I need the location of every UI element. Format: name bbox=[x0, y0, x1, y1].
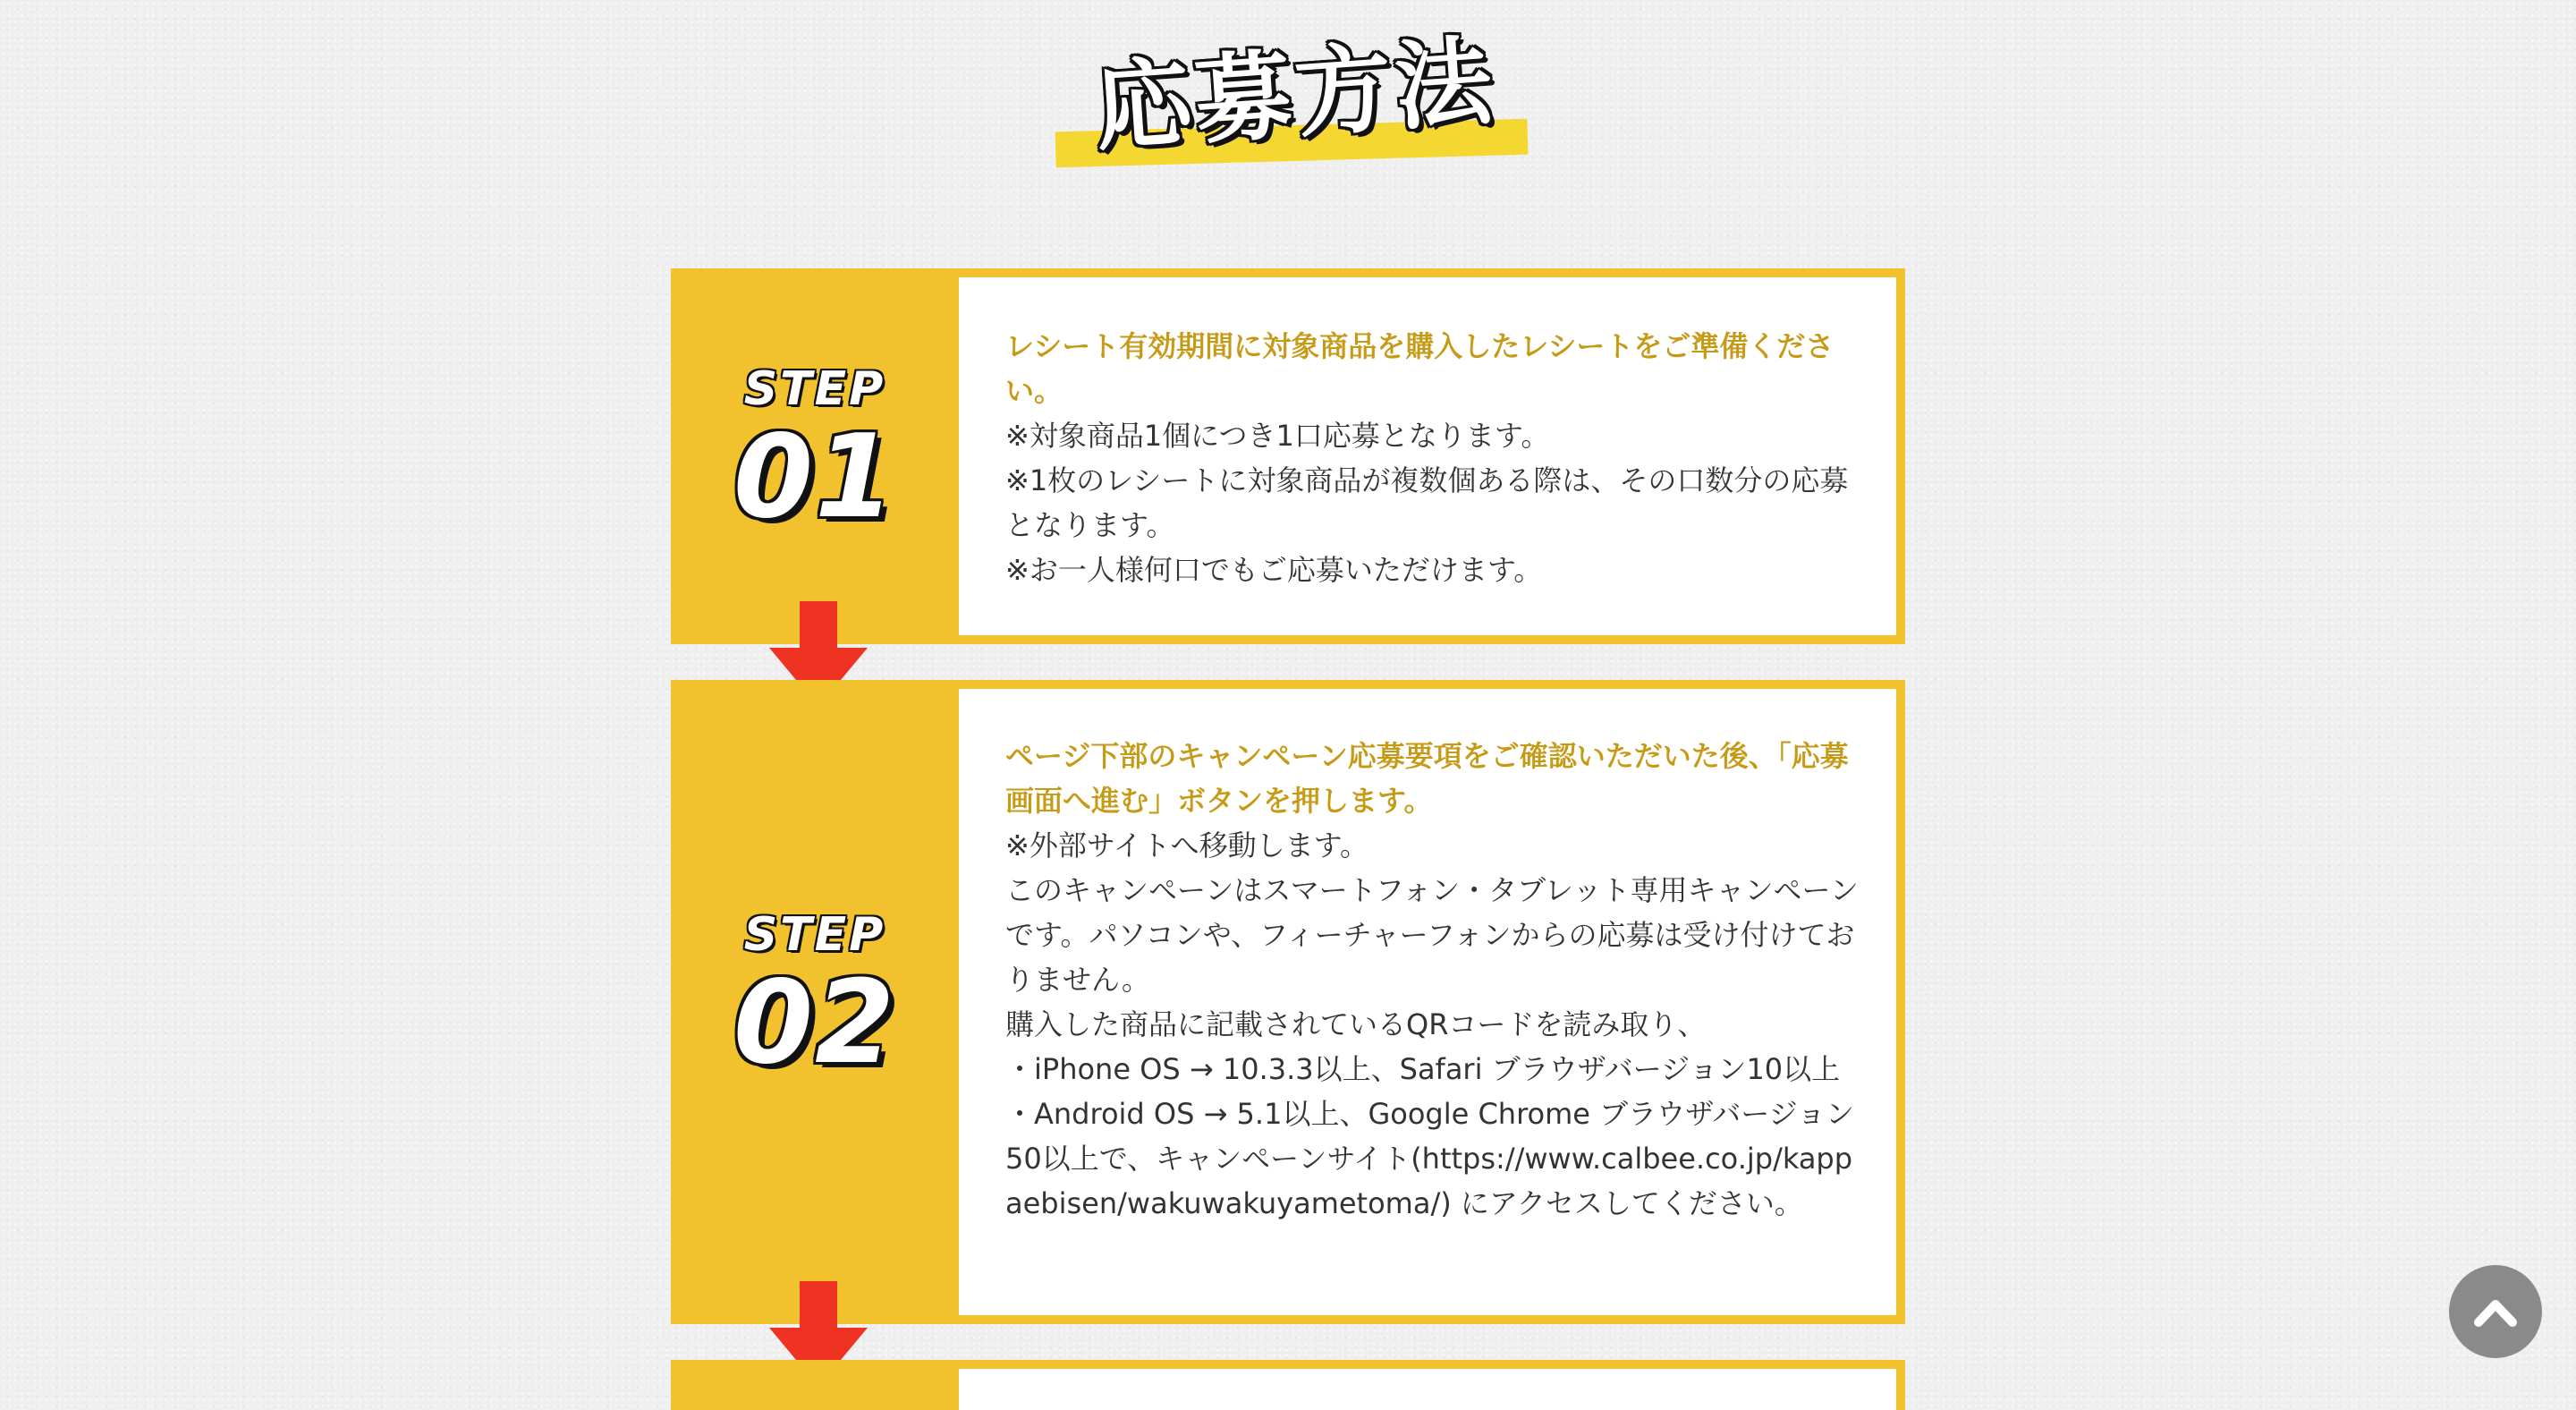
step-02-label bbox=[671, 908, 959, 1090]
step-02-lead: ページ下部のキャンペーン応募要項をご確認いただいた後、「応募画面へ進む」ボタンを押します。 bbox=[1005, 739, 1849, 818]
chevron-up-icon bbox=[2473, 1295, 2518, 1328]
step-01-text bbox=[1005, 324, 1864, 592]
step-01-card bbox=[671, 268, 1905, 644]
step-03-card bbox=[671, 1360, 1905, 1410]
step-02-line: ・iPhone OS → 10.3.3以上、Safari ブラウザバージョン10以上 bbox=[1005, 1052, 1841, 1086]
step-01-content bbox=[959, 277, 1896, 635]
step-02-card bbox=[671, 680, 1905, 1324]
step-word: STEP bbox=[743, 908, 886, 962]
step-02-line: 購入した商品に記載されているQRコードを読み取り、 bbox=[1005, 1007, 1707, 1041]
step-number: 02 bbox=[733, 956, 897, 1090]
step-02-text bbox=[1005, 734, 1864, 1226]
step-02-line: ※外部サイトへ移動します。 bbox=[1005, 828, 1369, 862]
step-02-content bbox=[959, 689, 1896, 1315]
step-01-line: ※お一人様何口でもご応募いただけます。 bbox=[1005, 553, 1543, 587]
step-number: 01 bbox=[733, 411, 897, 544]
step-01-label bbox=[671, 362, 959, 544]
section-title-text: 応募方法 bbox=[1091, 25, 1499, 166]
step-02-line: ・Android OS → 5.1以上、Google Chrome ブラウザバージョン50以上で、キャンペーンサイト(https://www.calbee.co.jp/kappaebisen/wakuwakuyametoma/) にアクセスしてください。 bbox=[1005, 1097, 1854, 1220]
section-title bbox=[1055, 25, 1528, 177]
step-01-line: ※対象商品1個につき1口応募となります。 bbox=[1005, 419, 1550, 453]
step-02-line: このキャンペーンはスマートフォン・タブレット専用キャンペーンです。パソコンや、フィーチャーフォンからの応募は受け付けておりません。 bbox=[1005, 873, 1859, 997]
scroll-to-top-button[interactable] bbox=[2449, 1265, 2542, 1358]
step-01-line: ※1枚のレシートに対象商品が複数個ある際は、その口数分の応募となります。 bbox=[1005, 463, 1849, 542]
step-01-lead: レシート有効期間に対象商品を購入したレシートをご準備ください。 bbox=[1005, 329, 1835, 408]
step-word: STEP bbox=[743, 362, 886, 416]
step-03-content bbox=[959, 1369, 1896, 1410]
